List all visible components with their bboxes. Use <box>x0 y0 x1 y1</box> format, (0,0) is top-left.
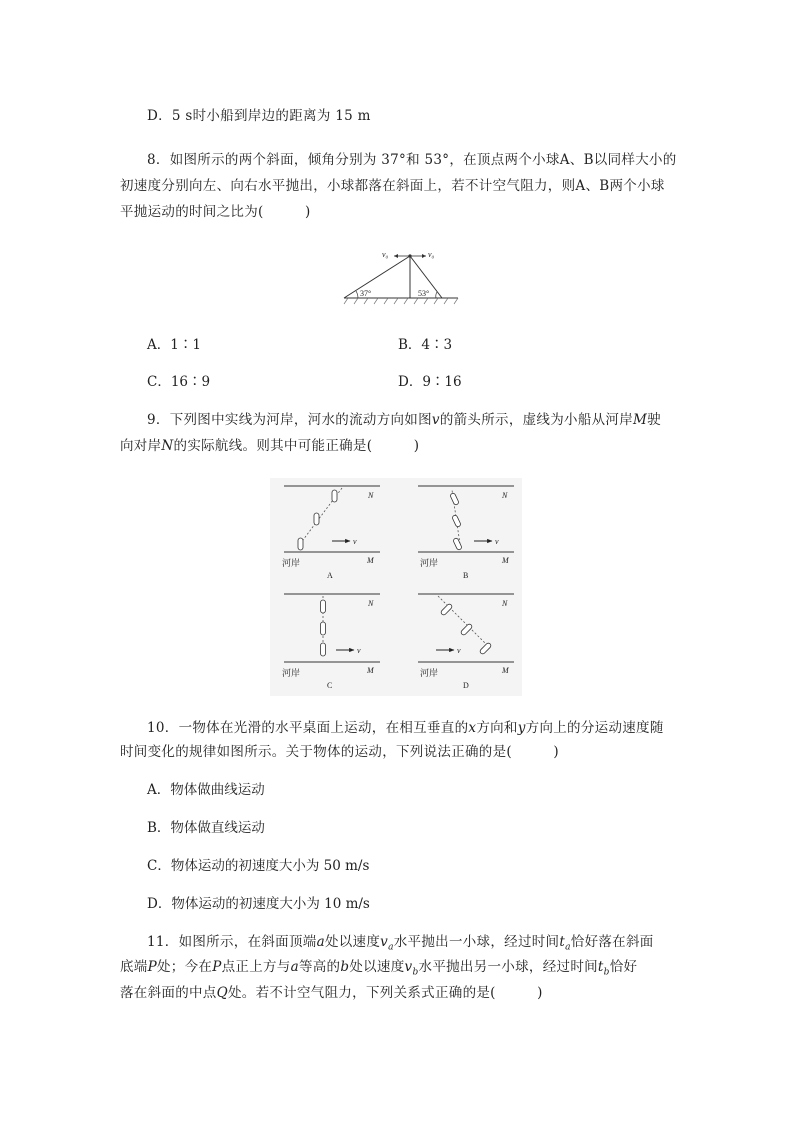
q9-c-m: M <box>367 666 374 675</box>
q9-text: 驶 <box>647 412 661 428</box>
q9-var-m: M <box>633 412 648 428</box>
q9-text: 9．下列图中实线为河岸，河水的流动方向如图 <box>147 412 432 428</box>
q11-text: 处以速度 <box>324 934 381 950</box>
q11-var-p: P <box>212 959 222 975</box>
q11-text: 等高的 <box>298 959 341 975</box>
q9-stem-line1 <box>147 410 661 430</box>
q9-b-caption: B <box>463 571 469 580</box>
q9-b-v: v <box>495 537 499 546</box>
q10-text: 10．一物体在光滑的水平桌面上运动，在相互垂直的 <box>147 720 469 736</box>
q9-c-v: v <box>357 646 361 655</box>
q9-a-n: N <box>368 491 374 500</box>
q9-text: 的实际航线。则其中可能正确是( ) <box>173 438 420 454</box>
q9-a-caption: A <box>327 571 333 580</box>
q9-a-v: v <box>353 537 357 546</box>
q10-option-b: B．物体做直线运动 <box>147 820 265 836</box>
q11-var-t: t <box>559 934 566 950</box>
q11-var-p: P <box>147 959 157 975</box>
q11-text: 水平抛出另一小球，经过时间 <box>418 959 598 975</box>
q8-option-b: B．4∶3 <box>398 337 453 353</box>
q11-text: 恰好落在斜面 <box>570 934 654 950</box>
q9-b-n: N <box>502 491 508 500</box>
q11-stem-line2 <box>120 957 637 983</box>
q8-option-d: D．9∶16 <box>398 374 462 390</box>
q9-text: 向对岸 <box>120 438 162 454</box>
q11-var-t: t <box>597 959 604 975</box>
q9-c-n: N <box>368 599 374 608</box>
q11-text: 处。若不计空气阻力，下列关系式正确的是( ) <box>227 985 543 1001</box>
q11-sub-b: b <box>603 967 610 978</box>
q9-c-bank-label: 河岸 <box>282 668 301 678</box>
q8-label-v0-right: v₀ <box>428 250 435 259</box>
q10-stem-line1 <box>147 718 664 738</box>
q11-text: 处以速度 <box>349 959 405 975</box>
q11-sub-a: a <box>565 942 571 953</box>
q11-stem-line1 <box>147 932 654 958</box>
q8-stem-line2: 初速度分别向左、向右水平抛出，小球都落在斜面上，若不计空气阻力，则A、B两个小球 <box>120 178 665 194</box>
q11-var-q: Q <box>216 985 228 1001</box>
q11-var-a: a <box>316 934 325 950</box>
q11-text: 底端 <box>120 959 148 975</box>
q11-var-v: v <box>380 934 389 950</box>
q8-incline-figure <box>338 242 464 308</box>
q11-text: 点正上方与 <box>221 959 291 975</box>
q10-option-c: C．物体运动的初速度大小为 50 m/s <box>147 858 370 874</box>
q11-text: 处；今在 <box>157 959 213 975</box>
q11-text: 落在斜面的中点 <box>120 985 217 1001</box>
q8-label-angle-37: 37° <box>360 289 372 298</box>
q11-var-b: b <box>340 959 350 975</box>
q8-label-v0-left: v₀ <box>382 250 389 259</box>
q10-var-x: x <box>468 720 477 736</box>
q11-var-v: v <box>404 959 413 975</box>
q9-var-v: v <box>431 412 440 428</box>
q9-d-v: v <box>457 646 461 655</box>
q9-c-caption: C <box>327 681 333 690</box>
q11-stem-line3 <box>120 983 543 1003</box>
q9-d-bank-label: 河岸 <box>420 668 439 678</box>
q11-var-a: a <box>290 959 299 975</box>
q10-text: 方向和 <box>476 720 518 736</box>
q9-d-m: M <box>502 666 509 675</box>
q10-var-y: y <box>517 720 526 736</box>
q8-stem-line3: 平抛运动的时间之比为( ) <box>120 204 311 220</box>
q9-d-caption: D <box>463 681 469 690</box>
q8-label-angle-53: 53° <box>418 289 430 298</box>
q9-a-bank-label: 河岸 <box>282 558 301 568</box>
q9-a-m: M <box>367 556 374 565</box>
q11-text: 11．如图所示，在斜面顶端 <box>147 934 317 950</box>
q9-b-bank-label: 河岸 <box>420 558 439 568</box>
q7-option-d: D．5 s时小船到岸边的距离为 15 m <box>147 108 371 124</box>
q9-river-figure <box>270 478 522 696</box>
q8-option-c: C．16∶9 <box>147 374 211 390</box>
q11-text: 恰好 <box>609 959 638 975</box>
q9-text: 的箭头所示，虚线为小船从河岸 <box>439 412 634 428</box>
q10-option-d: D．物体运动的初速度大小为 10 m/s <box>147 896 370 912</box>
q8-stem-line1: 8．如图所示的两个斜面，倾角分别为 37°和 53°，在顶点两个小球A、B以同样大小的 <box>147 152 677 168</box>
q9-stem-line2 <box>120 436 419 456</box>
q8-option-a: A．1∶1 <box>147 337 201 353</box>
q10-stem-line2: 时间变化的规律如图所示。关于物体的运动，下列说法正确的是( ) <box>120 744 559 760</box>
q11-text: 水平抛出一小球，经过时间 <box>393 934 560 950</box>
q11-sub-b: b <box>412 967 419 978</box>
q9-d-n: N <box>502 599 508 608</box>
q9-b-m: M <box>502 556 509 565</box>
q9-var-n: N <box>161 438 174 454</box>
q10-option-a: A．物体做曲线运动 <box>147 782 265 798</box>
q10-text: 方向上的分运动速度随 <box>525 720 664 736</box>
q11-sub-a: a <box>388 942 394 953</box>
